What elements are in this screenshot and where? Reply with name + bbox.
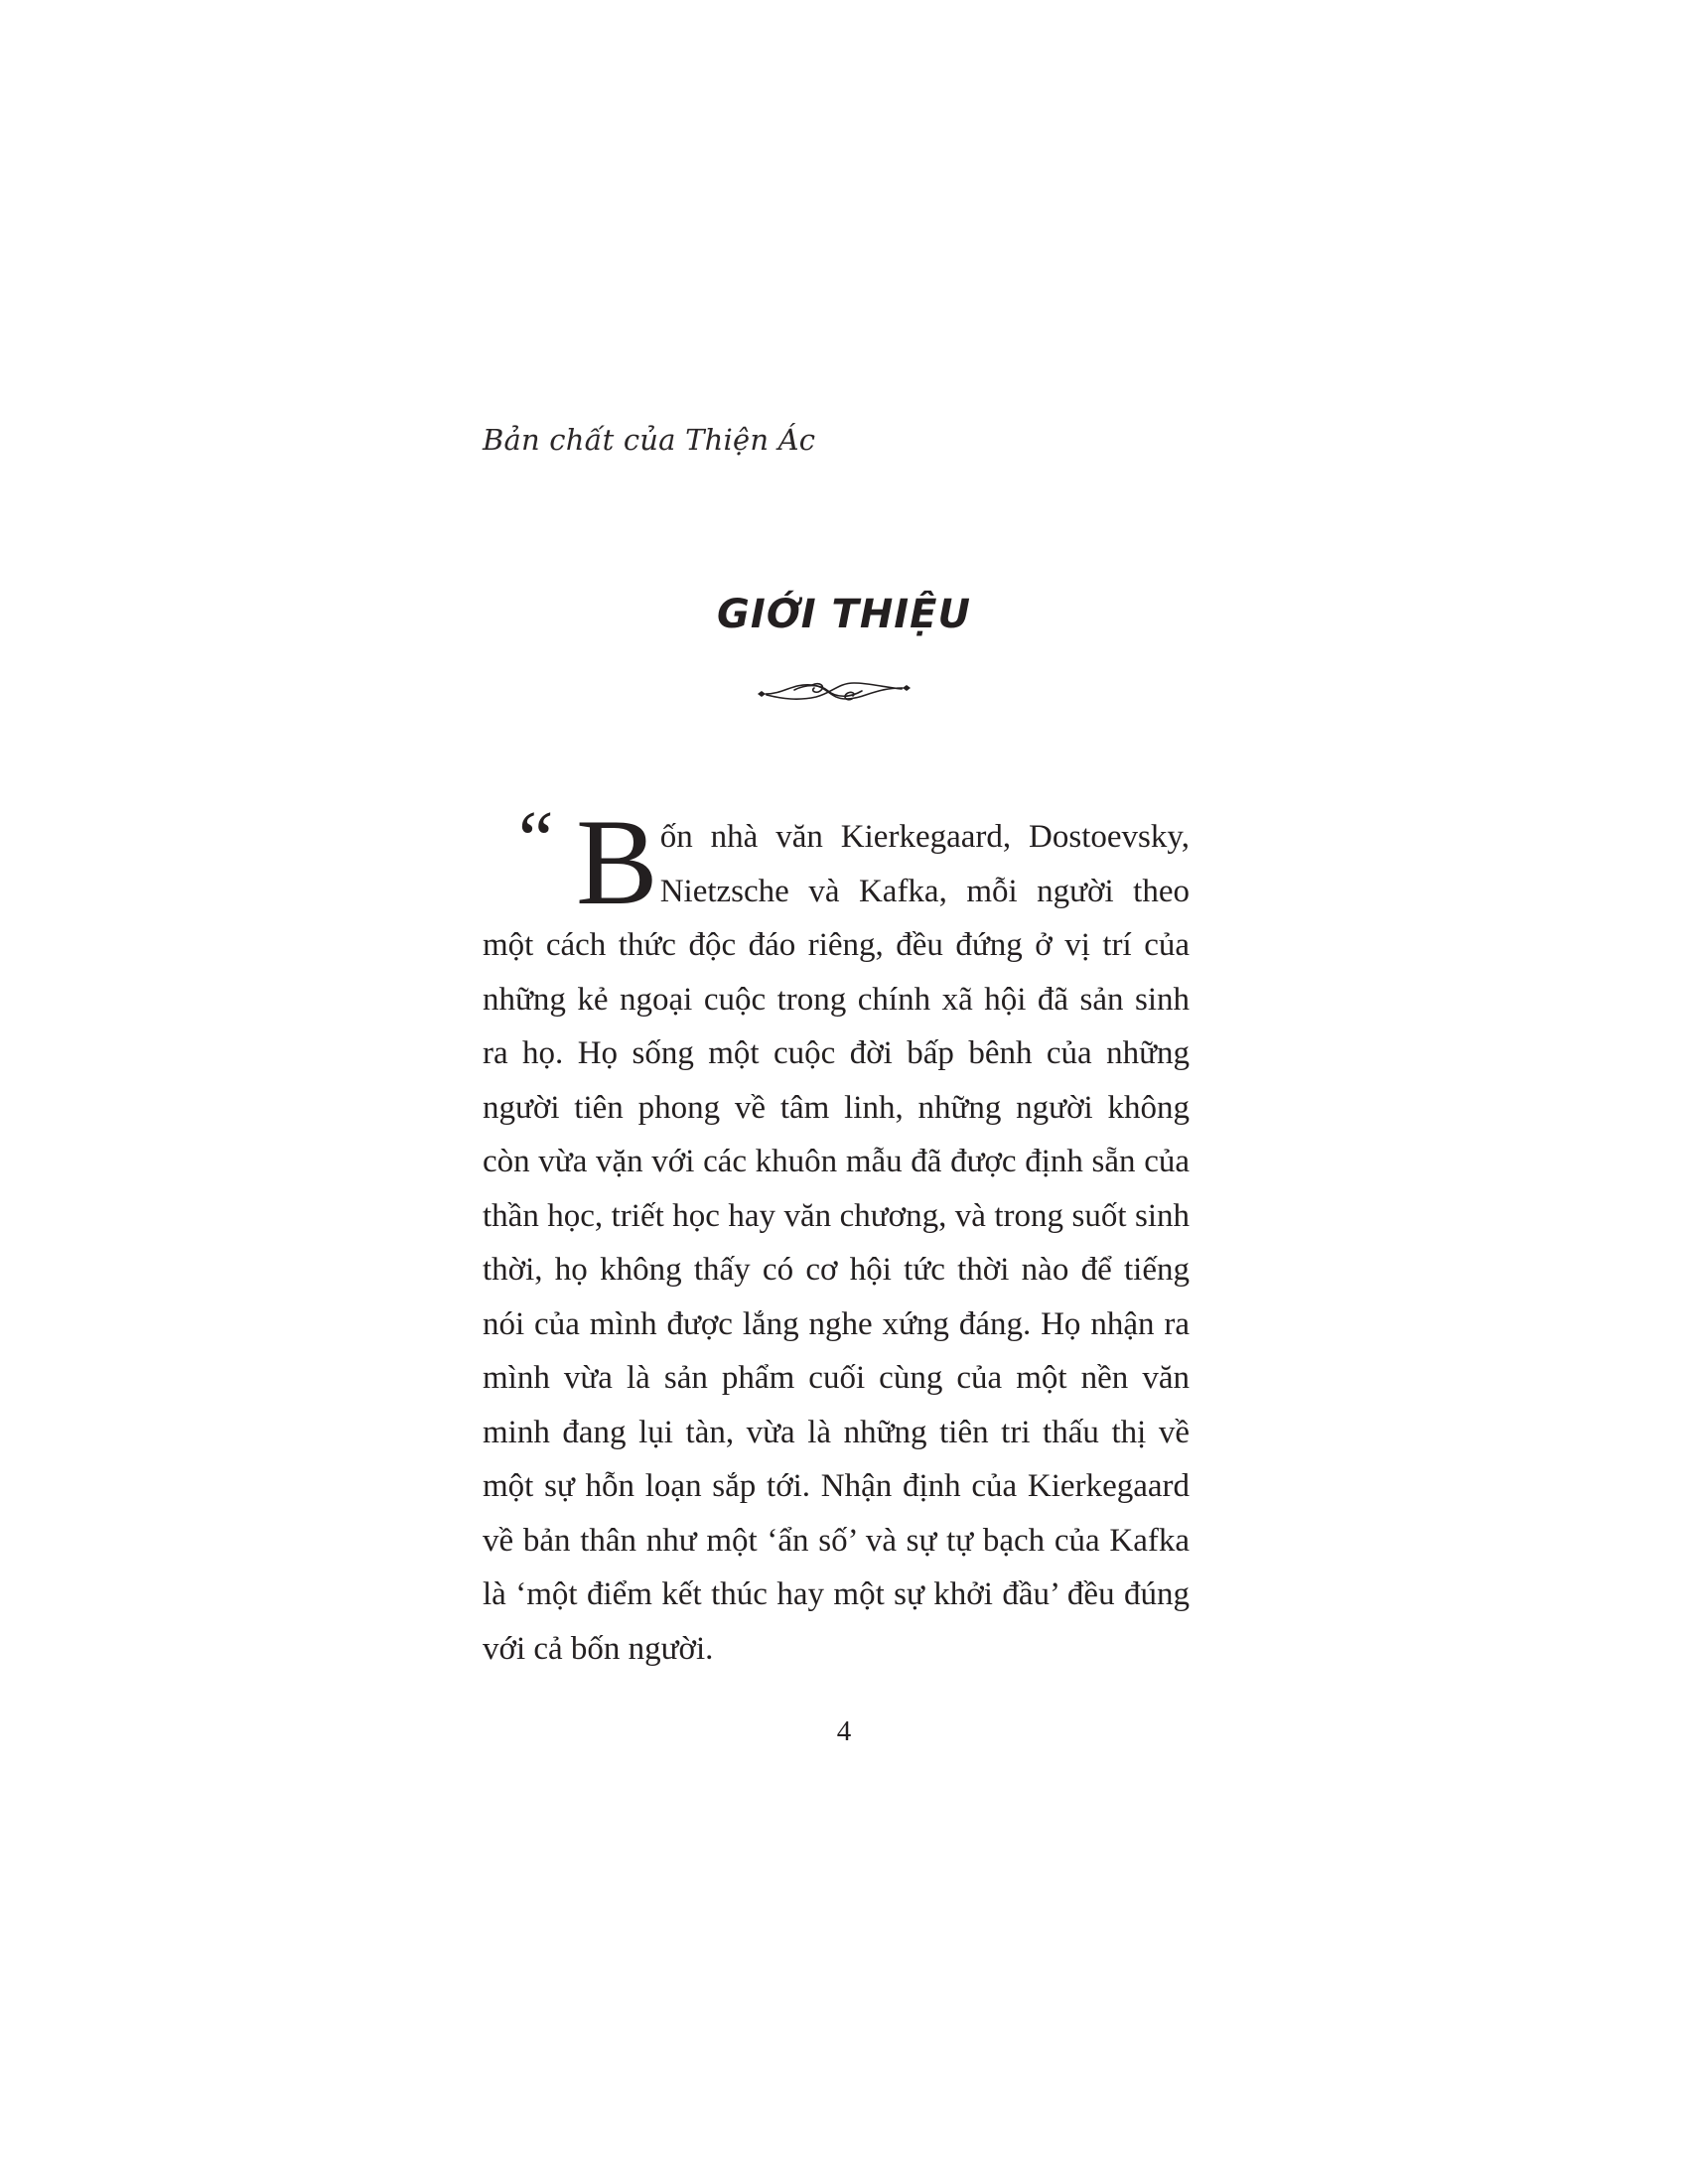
body-paragraph (483, 794, 1190, 1676)
flourish-divider-icon (755, 675, 914, 707)
drop-cap: B (576, 794, 658, 930)
running-header: Bản chất của Thiện Ác (483, 423, 816, 457)
page-number: 4 (836, 1715, 852, 1747)
body-text: ốn nhà văn Kierkegaard, Dostoevsky, Nietzsche và Kafka, mỗi người theo một cách thức độc đáo riêng, đều đứng ở vị trí của những kẻ ngoại cuộc trong chính xã hội đã sản sinh ra họ. Họ sống một cuộc đời bấp bênh của những người tiên phong về tâm linh, những người không còn vừa vặn với các khuôn mẫu đã được định sẵn của thần học, triết học hay văn chương, và trong suốt sinh thời, họ không thấy có cơ hội tức thời nào để tiếng nói của mình được lắng nghe xứng đáng. Họ nhận ra mình vừa là sản phẩm cuối cùng của một nền văn minh đang lụi tàn, vừa là những tiên tri thấu thị về một sự hỗn loạn sắp tới. Nhận định của Kierkegaard về bản thân như một ‘ẩn số’ và sự tự bạch của Kafka là ‘một điểm kết thúc hay một sự khởi đầu’ đều đúng với cả bốn người. (483, 819, 1190, 1667)
opening-quote-mark: “ (518, 796, 554, 884)
chapter-title: GIỚI THIỆU (717, 592, 971, 637)
